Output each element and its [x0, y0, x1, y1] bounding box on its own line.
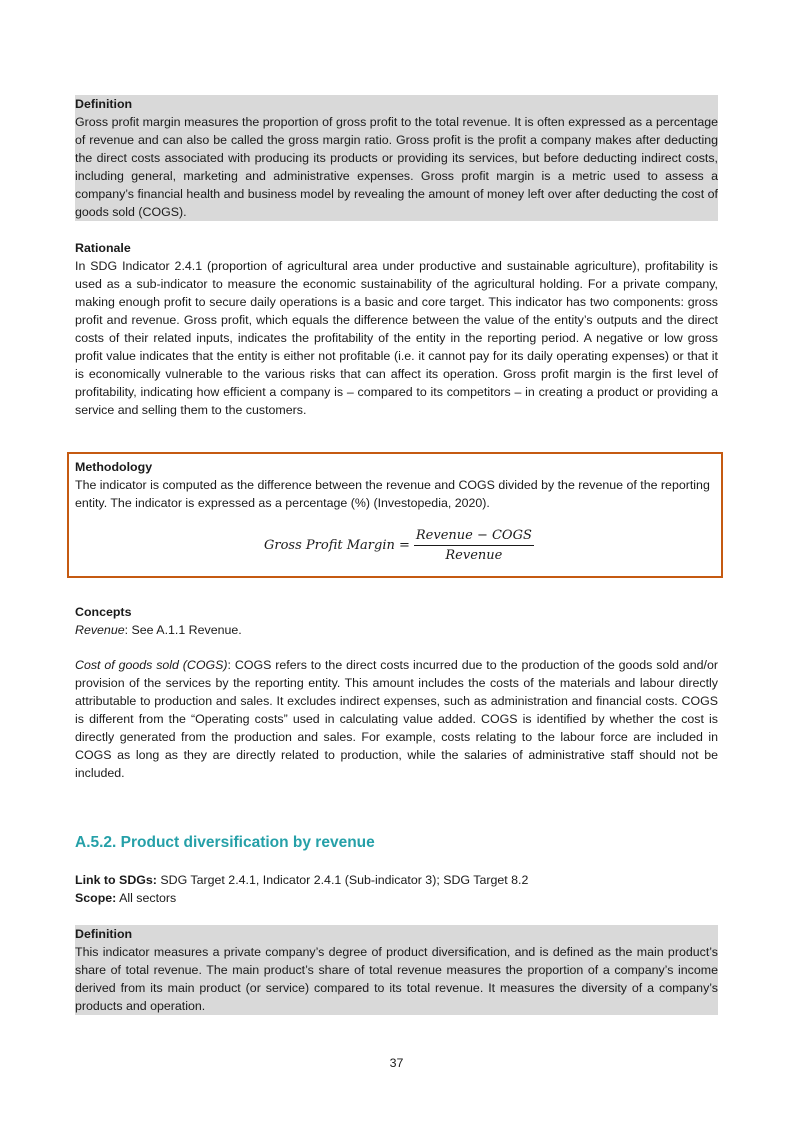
section-meta	[75, 871, 718, 907]
revenue-term: Revenue	[75, 623, 125, 637]
formula-numerator: Revenue − COGS	[414, 528, 534, 546]
formula-denominator: Revenue	[445, 548, 503, 563]
cogs-text: : COGS refers to the direct costs incurred due to the production of the goods sold and/or provision of the services by the reporting entity. This amount includes the costs of the materials and labour directly attributable to production and sales. It excludes indirect expenses, such as administration and financial costs. COGS is different from the “Operating costs” used in calculating value added. COGS is identified by whether the cost is directly generated from the production and sales. For example, costs relating to the labour force are included in COGS as long as they are directly related to production, while the salaries of administrative staff should not be included.	[75, 658, 718, 780]
link-to-sdgs	[75, 871, 718, 889]
definition-section	[75, 95, 718, 221]
revenue-text: : See A.1.1 Revenue.	[124, 623, 242, 637]
definition2-section	[75, 925, 718, 1015]
concepts-section	[75, 603, 718, 639]
rationale-text: In SDG Indicator 2.4.1 (proportion of agricultural area under productive and sustainable agriculture), profitability is used as a sub-indicator to measure the economic sustainability of the agricultural holding. For a private company, making enough profit to secure daily operations is a basic and core target. This indicator has two components: gross profit and revenue. Gross profit, which equals the difference between the value of the entity’s outputs and the direct costs of their related inputs, indicates the profitability of the entity in the reporting period. A negative or low gross profit value indicates that the entity is either not profitable (i.e. it cannot pay for its daily operating expenses) or that it is economically vulnerable to the various risks that can affect its operation. Gross profit margin is the first level of profitability, indicating how efficient a company is – compared to its competitors – in creating a product or providing a service and selling them to the customers.	[75, 259, 718, 417]
rationale-section	[75, 239, 718, 419]
concept-revenue	[75, 621, 718, 639]
page-number: 37	[389, 1056, 404, 1070]
definition2-title: Definition	[75, 927, 133, 941]
link-label: Link to SDGs:	[75, 873, 157, 887]
gross-profit-margin-formula	[264, 528, 534, 563]
scope	[75, 889, 718, 907]
concept-cogs	[75, 656, 718, 782]
formula-fraction	[414, 528, 534, 563]
definition-text: Gross profit margin measures the proportion of gross profit to the total revenue. It is often expressed as a percentage of revenue and can also be called the gross margin ratio. Gross profit is the profit a company makes after deducting the direct costs associated with producing its products or providing its services, but before deducting indirect costs, including general, marketing and administrative expenses. Gross profit margin is a metric used to assess a company’s financial health and business model by revealing the amount of money left over after deducting the cost of goods sold (COGS).	[75, 115, 718, 219]
concepts-title: Concepts	[75, 605, 132, 619]
rationale-title: Rationale	[75, 241, 131, 255]
methodology-text: The indicator is computed as the difference between the revenue and COGS divided by the revenue of the reporting entity. The indicator is expressed as a percentage (%) (Investopedia, 2020).	[75, 478, 710, 510]
scope-text: All sectors	[116, 891, 177, 905]
formula-lhs: Gross Profit Margin =	[264, 538, 410, 553]
link-text: SDG Target 2.4.1, Indicator 2.4.1 (Sub-indicator 3); SDG Target 8.2	[156, 873, 529, 887]
definition-title: Definition	[75, 97, 133, 111]
scope-label: Scope:	[75, 891, 117, 905]
cogs-term: Cost of goods sold (COGS)	[75, 658, 228, 672]
methodology-title: Methodology	[75, 460, 153, 474]
section-heading: A.5.2. Product diversification by revenue	[75, 834, 375, 851]
methodology-section	[75, 458, 718, 512]
definition2-text: This indicator measures a private company’s degree of product diversification, and is defined as the main product’s share of total revenue. The main product’s share of total revenue measures the proportion of a company’s income derived from its main product (or service) compared to its total revenue. It measures the diversity of a company’s products and operation.	[75, 945, 718, 1013]
